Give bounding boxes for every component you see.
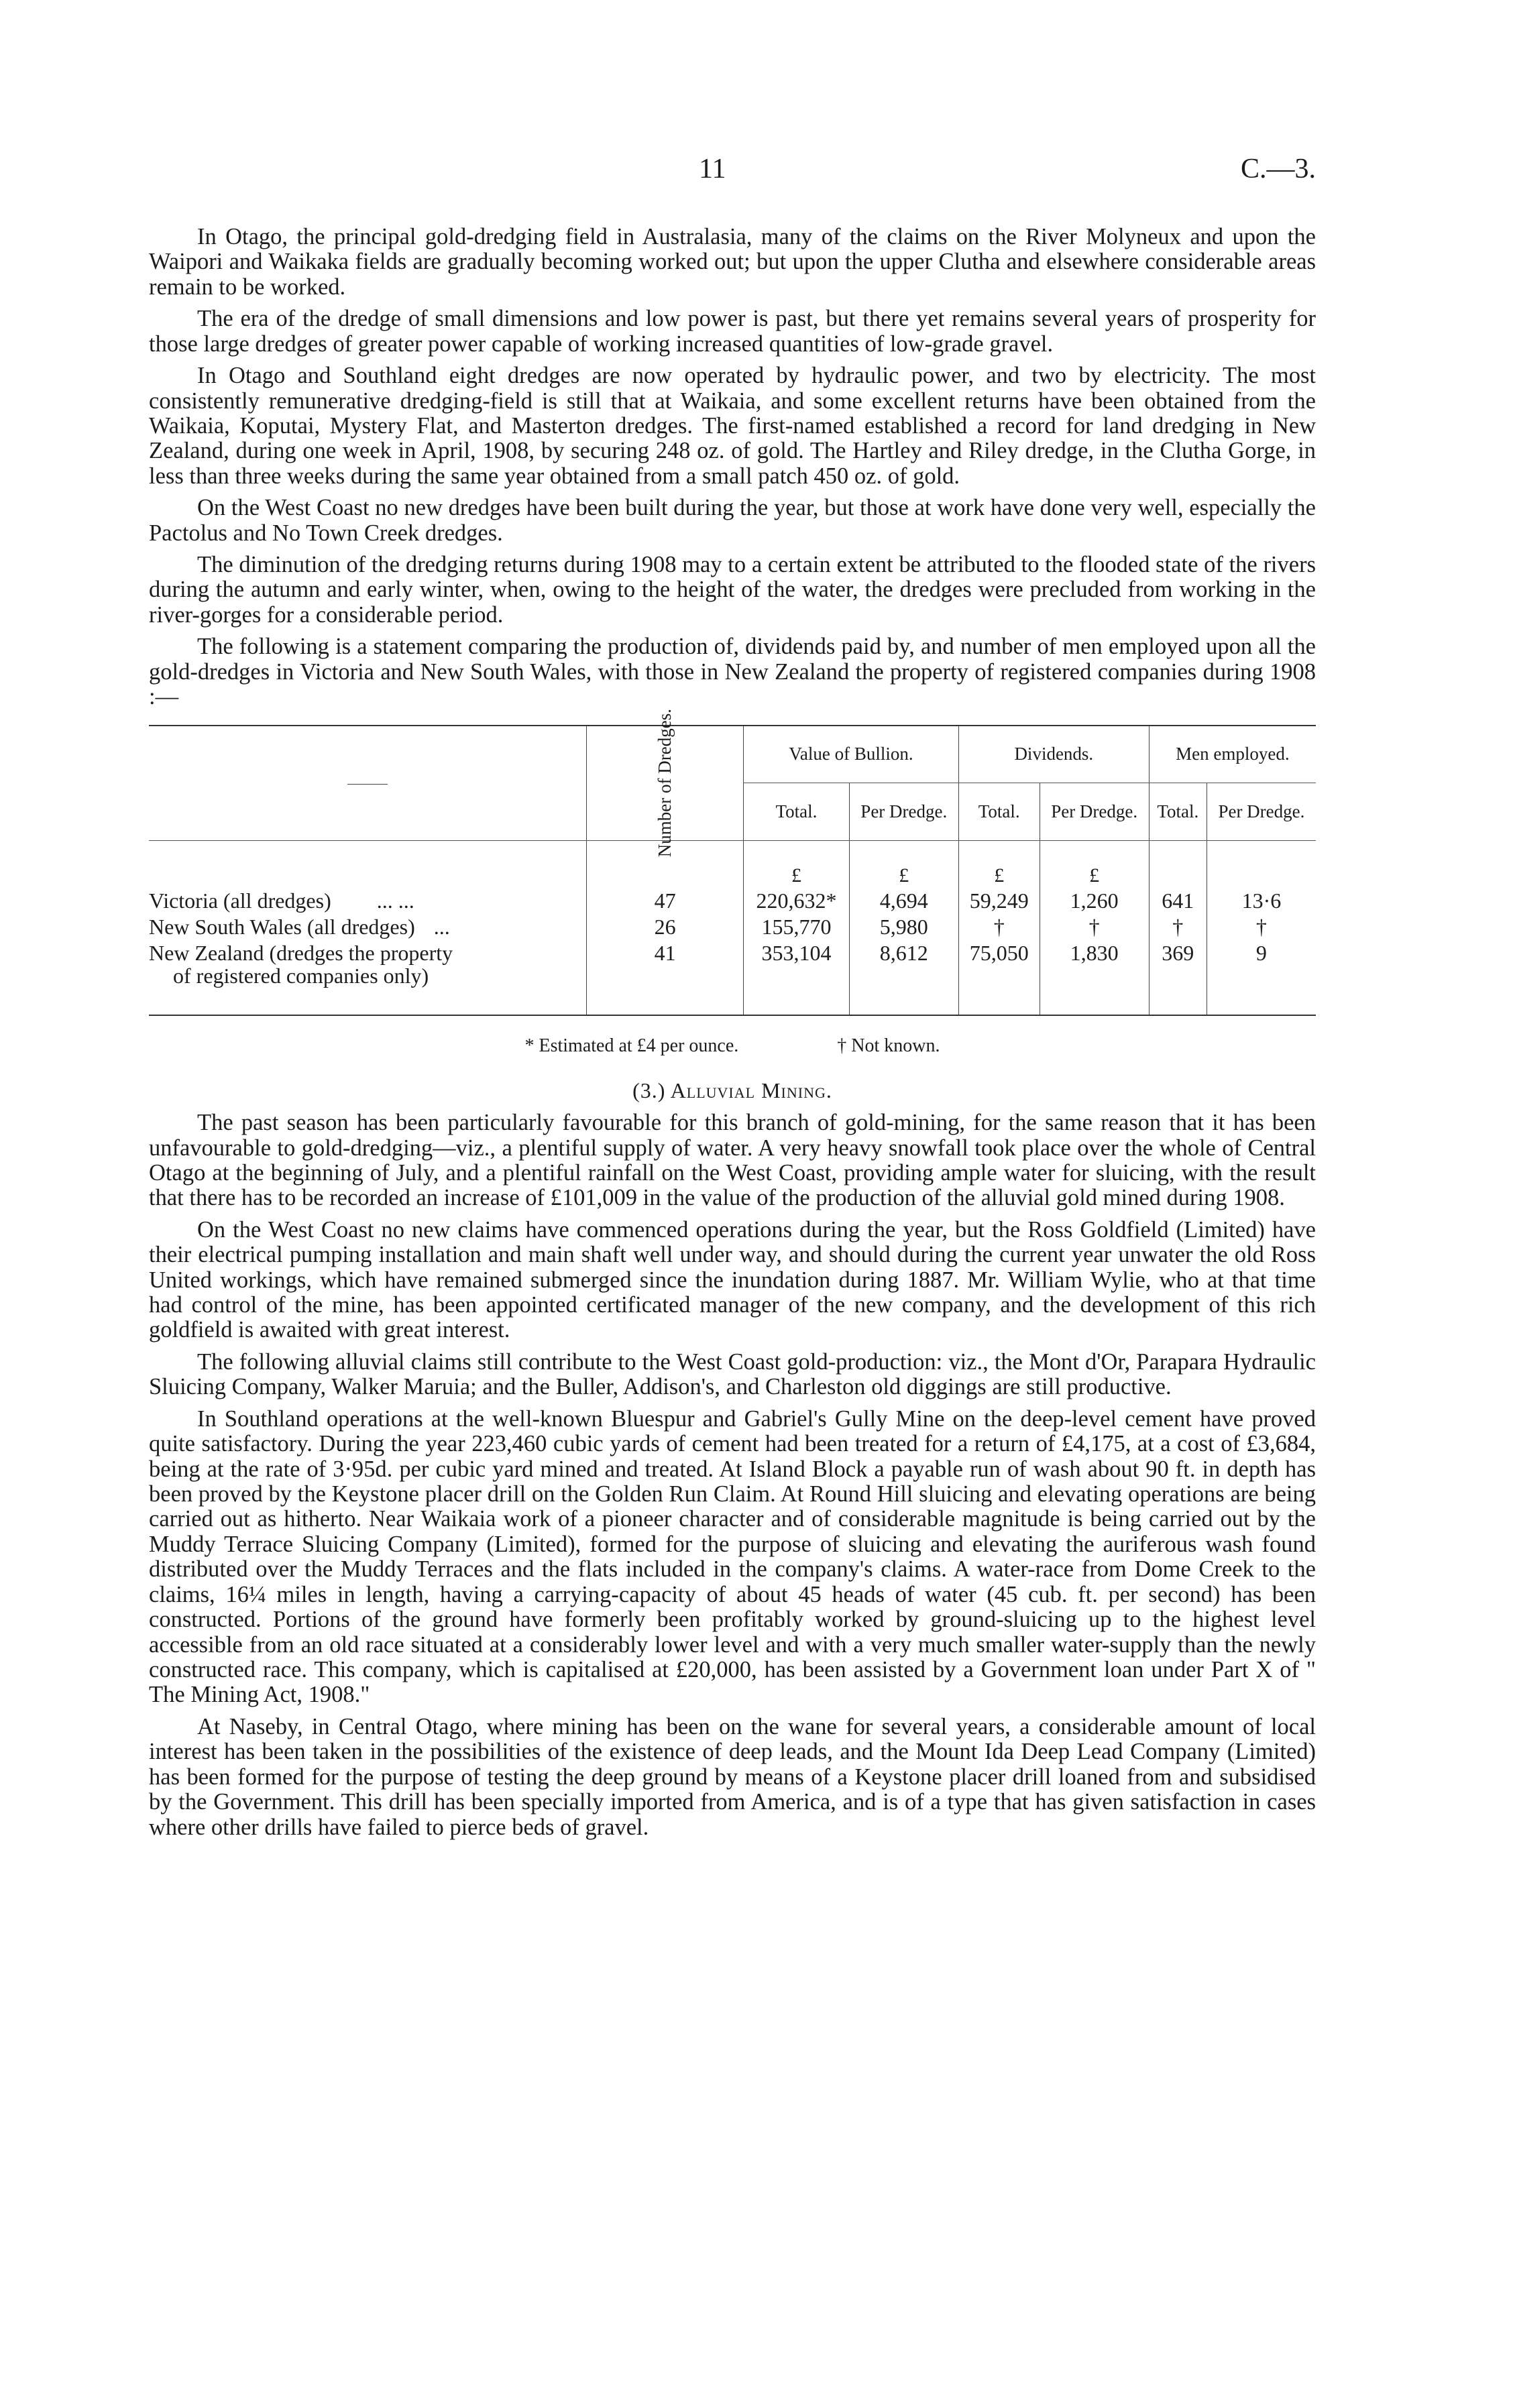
men-employed-header: Men employed. [1149,726,1316,783]
table-label-header [149,726,587,841]
men-total-header: Total. [1149,783,1207,840]
cell-dividends-total: † [958,914,1040,940]
cell-men-per: 9 [1207,940,1316,1015]
cell-bullion-total: 220,632* [744,888,850,914]
cell-number: 26 [587,914,744,940]
table-row [149,888,1316,914]
cell-men-total: 641 [1149,888,1207,914]
paragraph: The following is a statement comparing the production of, dividends paid by, and number of men employed upon all the gold-dredges in Victoria and New South Wales, with those in New Zealand the property of registered companies during 1908 :— [149,634,1316,710]
cell-bullion-total: 353,104 [744,940,850,1015]
bullion-total-header: Total. [744,783,850,840]
table-footnotes [149,1036,1316,1056]
row-label: Victoria (all dredges) ... ... [149,888,414,913]
table-units-row [149,840,1316,888]
document-body [149,225,1316,1847]
section-title: (3.) Alluvial Mining. [632,1078,832,1103]
cell-number: 41 [587,940,744,1015]
cell-bullion-total: 155,770 [744,914,850,940]
table-row [149,940,1316,1015]
bullion-per-dredge-header: Per Dredge. [849,783,958,840]
cell-men-per: 13·6 [1207,888,1316,914]
cell-bullion-per: 5,980 [849,914,958,940]
currency-symbol: £ [849,840,958,888]
page-header [149,153,1316,193]
paragraph: The following alluvial claims still contribute to the West Coast gold-production: viz., the Mont d'Or, Parapara Hydraulic Sluicing Company, Walker Maruia; and the Buller, Addison's, and Charleston old diggings are still productive. [149,1349,1316,1400]
cell-men-total: 369 [1149,940,1207,1015]
cell-dividends-per: † [1040,914,1149,940]
cell-dividends-total: 75,050 [958,940,1040,1015]
currency-symbol: £ [958,840,1040,888]
paragraph: In Otago and Southland eight dredges are now operated by hydraulic power, and two by electricity. The most consistently remunerative dredging-field is still that at Waikaia, and some excellent returns have been obtained from the Waikaia, Koputai, Mystery Flat, and Masterton dredges. The first-named established a record for land dredging in New Zealand, during one week in April, 1908, by securing 248 oz. of gold. The Hartley and Riley dredge, in the Clutha Gorge, in less than three weeks during the same year obtained from a small patch 450 oz. of gold. [149,363,1316,489]
paragraph: The diminution of the dredging returns during 1908 may to a certain extent be attributed to the flooded state of the rivers during the autumn and early winter, when, owing to the height of the water, the dredges were precluded from working in the river-gorges for a considerable period. [149,552,1316,628]
paragraph: The era of the dredge of small dimensions and low power is past, but there yet remains several years of prosperity for those large dredges of greater power capable of working increased quantities of low-grade gravel. [149,306,1316,357]
dividends-total-header: Total. [958,783,1040,840]
men-per-dredge-header: Per Dredge. [1207,783,1316,840]
dividends-header: Dividends. [958,726,1149,783]
footnote-estimated: * Estimated at £4 per ounce. [524,1035,739,1057]
dredge-comparison-table [149,709,1316,1016]
cell-bullion-per: 8,612 [849,940,958,1015]
row-label: New South Wales (all dredges) ... [149,914,450,939]
page-number: 11 [699,154,726,184]
cell-dividends-per: 1,260 [1040,888,1149,914]
document-reference: C.—3. [1240,154,1316,184]
footnote-not-known: † Not known. [837,1035,940,1057]
paragraph: In Otago, the principal gold-dredging field in Australasia, many of the claims on the River Molyneux and upon the Waipori and Waikaka fields are gradually becoming worked out; but upon the upper Clutha and elsewhere considerable areas remain to be worked. [149,224,1316,300]
cell-number: 47 [587,888,744,914]
cell-dividends-total: 59,249 [958,888,1040,914]
cell-dividends-per: 1,830 [1040,940,1149,1015]
paragraph: In Southland operations at the well-known Bluespur and Gabriel's Gully Mine on the deep-level cement have proved quite satisfactory. During the year 223,460 cubic yards of cement had been treated for a return of £4,175, at a cost of £3,684, being at the rate of 3·95d. per cubic yard mined and treated. At Island Block a payable run of wash about 90 ft. in depth has been proved by the Keystone placer drill on the Golden Run Claim. At Round Hill sluicing and elevating operations are being carried out as hitherto. Near Waikaia work of a pioneer character and of considerable magnitude is being carried out by the Muddy Terrace Sluicing Company (Limited), formed for the purpose of sluicing and elevating the auriferous wash found distributed over the Muddy Terraces and the flats included in the company's claims. A water-race from Dome Creek to the claims, 16¼ miles in length, having a carrying-capacity of about 45 heads of water (45 cub. ft. per second) has been constructed. Portions of the ground have formerly been profitably worked by ground-sluicing up to the highest level accessible from an old race situated at a considerably lower level and with a very much smaller water-supply than the newly constructed race. This company, which is capitalised at £20,000, has been assisted by a Government loan under Part X of " The Mining Act, 1908." [149,1406,1316,1708]
cell-bullion-per: 4,694 [849,888,958,914]
table-row [149,914,1316,940]
paragraph: On the West Coast no new claims have commenced operations during the year, but the Ross Goldfield (Limited) have their electrical pumping installation and main shaft well under way, and should during the current year unwater the old Ross United workings, which have remained submerged since the inundation during 1887. Mr. William Wylie, who at that time had control of the mine, has been appointed certificated manager of the new company, and the development of this rich goldfield is awaited with great interest. [149,1216,1316,1343]
number-of-dredges-header: Number of Dredges. [587,726,744,841]
dividends-per-dredge-header: Per Dredge. [1040,783,1149,840]
row-label: New Zealand (dredges the property of registered companies only) [149,940,453,988]
currency-symbol: £ [744,840,850,888]
currency-symbol: £ [1040,840,1149,888]
paragraph: At Naseby, in Central Otago, where mining has been on the wane for several years, a considerable amount of local interest has been taken in the possibilities of the existence of deep leads, and the Mount Ida Deep Lead Company (Limited) has been formed for the purpose of testing the deep ground by means of a Keystone placer drill loaned from and subsidised by the Government. This drill has been specially imported from America, and is of a type that has given satisfaction in cases where other drills have failed to pierce beds of gravel. [149,1713,1316,1840]
value-of-bullion-header: Value of Bullion. [744,726,959,783]
cell-men-total: † [1149,914,1207,940]
cell-men-per: † [1207,914,1316,940]
paragraph: On the West Coast no new dredges have been built during the year, but those at work have done very well, especially the Pactolus and No Town Creek dredges. [149,495,1316,546]
paragraph: The past season has been particularly favourable for this branch of gold-mining, for the same reason that it has been unfavourable to gold-dredging—viz., a plentiful supply of water. A very heavy snowfall took place over the whole of Central Otago at the beginning of July, and a plentiful rainfall on the West Coast, providing ample water for sluicing, with the result that there has to be recorded an increase of £101,009 in the value of the production of the alluvial gold mined during 1908. [149,1110,1316,1211]
